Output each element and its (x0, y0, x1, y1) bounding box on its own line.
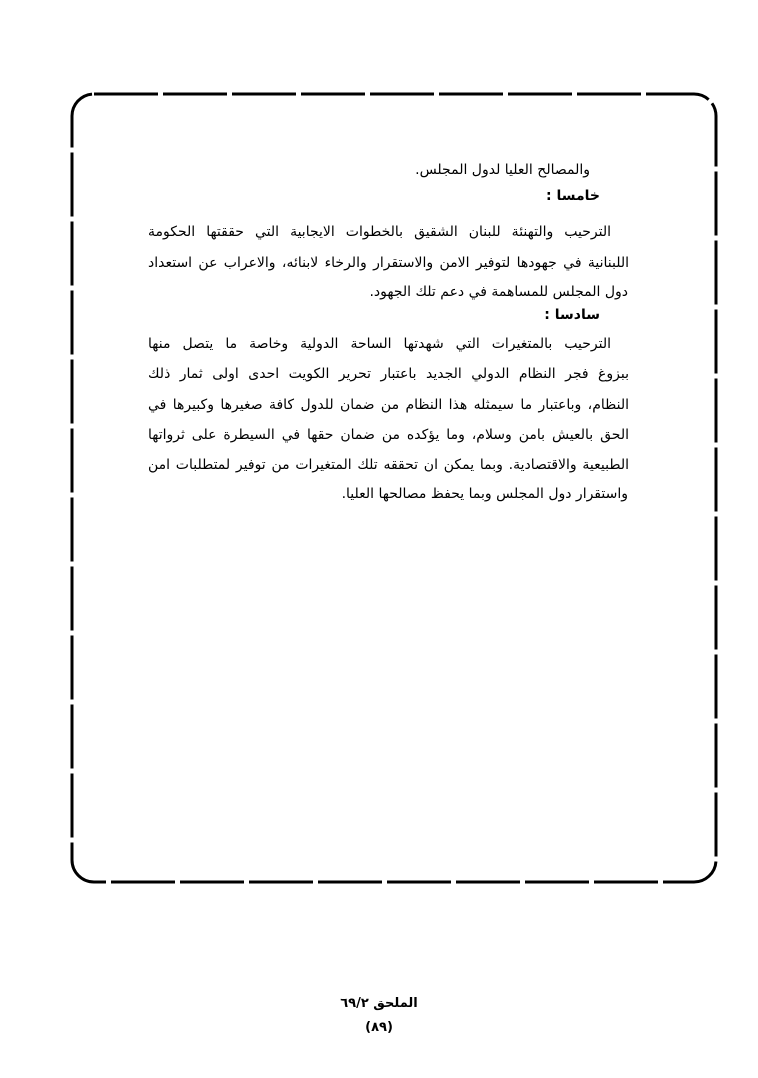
section-6-heading: سادسا : (544, 307, 600, 323)
section-6-line: واستقرار دول المجلس وبما يحفظ مصالحها العليا. (341, 486, 628, 502)
section-6-line: ببزوغ فجر النظام الدولي الجديد باعتبار تحرير الكويت احدى اولى ثمار ذلك (148, 366, 629, 382)
section-5-line: دول المجلس للمساهمة في دعم تلك الجهود. (369, 284, 628, 300)
intro-line: والمصالح العليا لدول المجلس. (415, 162, 590, 178)
page-number: (٨٩) (365, 1020, 393, 1035)
section-5-line: الترحيب والتهنئة للبنان الشقيق بالخطوات الايجابية التي حققتها الحكومة (148, 224, 611, 240)
appendix-label: الملحق ٦٩/٢ (340, 996, 418, 1011)
section-5-heading: خامسا : (546, 188, 600, 204)
section-5-line: اللبنانية في جهودها لتوفير الامن والاستقرار والرخاء لابنائه، والاعراب عن استعداد (148, 255, 629, 271)
section-6-line: الطبيعية والاقتصادية. وبما يمكن ان تحققه تلك المتغيرات من توفير لمتطلبات امن (148, 457, 629, 473)
section-6-line: الترحيب بالمتغيرات التي شهدتها الساحة الدولية وخاصة ما يتصل منها (148, 336, 611, 352)
section-6-line: الحق بالعيش بامن وسلام، وما يؤكده من ضمان حقها في السيطرة على ثرواتها (148, 427, 629, 443)
section-6-line: النظام، وباعتبار ما سيمثله هذا النظام من ضمان للدول كافة صغيرها وكبيرها في (148, 397, 629, 413)
